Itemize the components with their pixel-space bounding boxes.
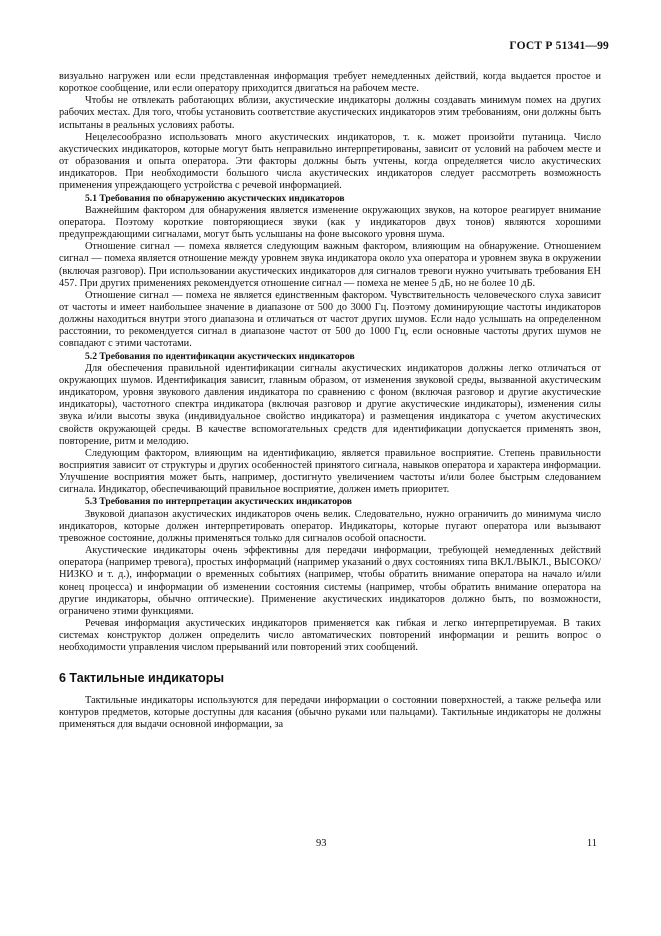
sheet-number: 11 [586,838,597,849]
subsection-heading-5-1: 5.1 Требования по обнаружению акустических индикаторов [85,192,345,204]
standard-header: ГОСТ Р 51341—99 [509,40,609,52]
section-heading-6: 6 Тактильные индикаторы [59,670,225,685]
paragraph: Чтобы не отвлекать работающих вблизи, акустические индикаторы должны создавать минимум помех на других рабочих местах. Для того, чтобы установить соответствие акустических индикаторов этим требованиям, они должны быть испытаны в реальных условиях работы. [59,95,601,131]
paragraph: Для обеспечения правильной идентификации сигналы акустических индикаторов должны легко отличаться от окружающих шумов. Идентификация зависит, главным образом, от изменения звуковой среды, вызванной акустическим индикатором, уровня звукового давления индикатора по сравнению с фоном (включая разговор и другие акустические индикаторы), частотного спектра индикатора (включая разговор и другие акустические индикаторы), изменения силы звука и/или высоты звука (индивидуальное свойство индикатора) и размещения индикатора с учетом акустических свойств окружающей среды. В качестве вспомогательных средств для идентификации допускается применять звон, повторение, ритм и мелодию. [59,362,601,447]
paragraph: Речевая информация акустических индикаторов применяется как гибкая и легко интерпретируемая. В таких системах конструктор должен определить число автоматических повторений информации и решить вопрос о необходимости управления числом прерываний или повторений этих сообщений. [59,618,601,654]
paragraph: Отношение сигнал — помеха не является единственным фактором. Чувствительность человеческого слуха зависит от частоты и имеет наибольшее значение в диапазоне от 500 до 3000 Гц. Поэтому доминирующие частоты индикаторов должны находиться внутри этого диапазона и отличаться от частот других шумов. Если надо услышать на определенном расстоянии, то рекомендуется сигнал в диапазоне частот от 500 до 1000 Гц, если основные частоты других шумов не совпадают с этими частотами. [59,289,601,350]
paragraph-continuation: визуально нагружен или если представленная информация требует немедленных действий, когда выдается простое и короткое сообщение, или если оператору приходится двигаться на рабочем месте. [59,71,601,95]
page-body [59,71,601,731]
paragraph: Акустические индикаторы очень эффективны для передачи информации, требующей немедленных действий оператора (например тревога), простых информаций (например указаний о двух состояниях типа ВКЛ./ВЫКЛ., ВЫСОКО/НИЗКО и т. д.), информации о временных событиях (например, чтобы обратить внимание оператора на начало и/или конец процесса) и информации об изменении состояния системы (например, чтобы обратить внимание оператора на другие индикаторы, обычно оптические). Применение акустических индикаторов должно быть, по возможности, ограничено этими функциями. [59,545,601,617]
paragraph: Отношение сигнал — помеха является следующим важным фактором, влияющим на обнаружение. Отношением сигнал — помеха является отношение между уровнем звука индикатора около уха оператора и уровнем звука в окружении (включая разговор). При использовании акустических индикаторов для сигналов тревоги нужно учитывать требования ЕН 457. При других применениях рекомендуется отношение сигнал — помеха не менее 5 дБ, но не более 10 дБ. [59,241,601,289]
page-number: 93 [316,838,327,849]
paragraph: Тактильные индикаторы используются для передачи информации о состоянии поверхностей, а также рельефа или контуров предметов, которые доступны для касания (обычно руками или пальцами). Тактильные индикаторы не должны применяться для выдачи основной информации, за [59,694,601,730]
paragraph: Следующим фактором, влияющим на идентификацию, является правильное восприятие. Степень правильности восприятия зависит от структуры и других особенностей принятого сигнала, навыков оператора и характера информации. Улучшение восприятия может быть, например, достигнуто увеличением частоты и/или более быстрым следованием сигнала. Индикатор, обеспечивающий правильное восприятие, должен иметь приоритет. [59,447,601,496]
paragraph: Звуковой диапазон акустических индикаторов очень велик. Следовательно, нужно ограничить до минимума число индикаторов, которые должен интерпретировать оператор. Индикаторы, которые пугают оператора или вызывают тревожное состояние, должны применяться только для сигналов особой опасности. [59,508,601,544]
subsection-heading-5-3: 5.3 Требования по интерпретации акустических индикаторов [85,496,352,508]
paragraph: Важнейшим фактором для обнаружения является изменение окружающих звуков, на которое реагирует внимание оператора. Поэтому короткие повторяющиеся звуки (как у индикаторов двух тонов) являются хорошими предупреждающими сигналами, могут быть услышаны на фоне высокого уровня шума. [59,204,601,241]
paragraph: Нецелесообразно использовать много акустических индикаторов, т. к. может произойти путаница. Число акустических индикаторов, которые могут быть неправильно интерпретированы, зависит от условий на рабочем месте и от образования и опыта оператора. Эти факторы должны быть учтены, когда определяется число акустических индикаторов. При необходимости большого числа акустических индикаторов следует рассмотреть возможность применения упреждающего устройства с речевой информацией. [59,131,601,192]
subsection-heading-5-2: 5.2 Требования по идентификации акустических индикаторов [85,350,355,362]
